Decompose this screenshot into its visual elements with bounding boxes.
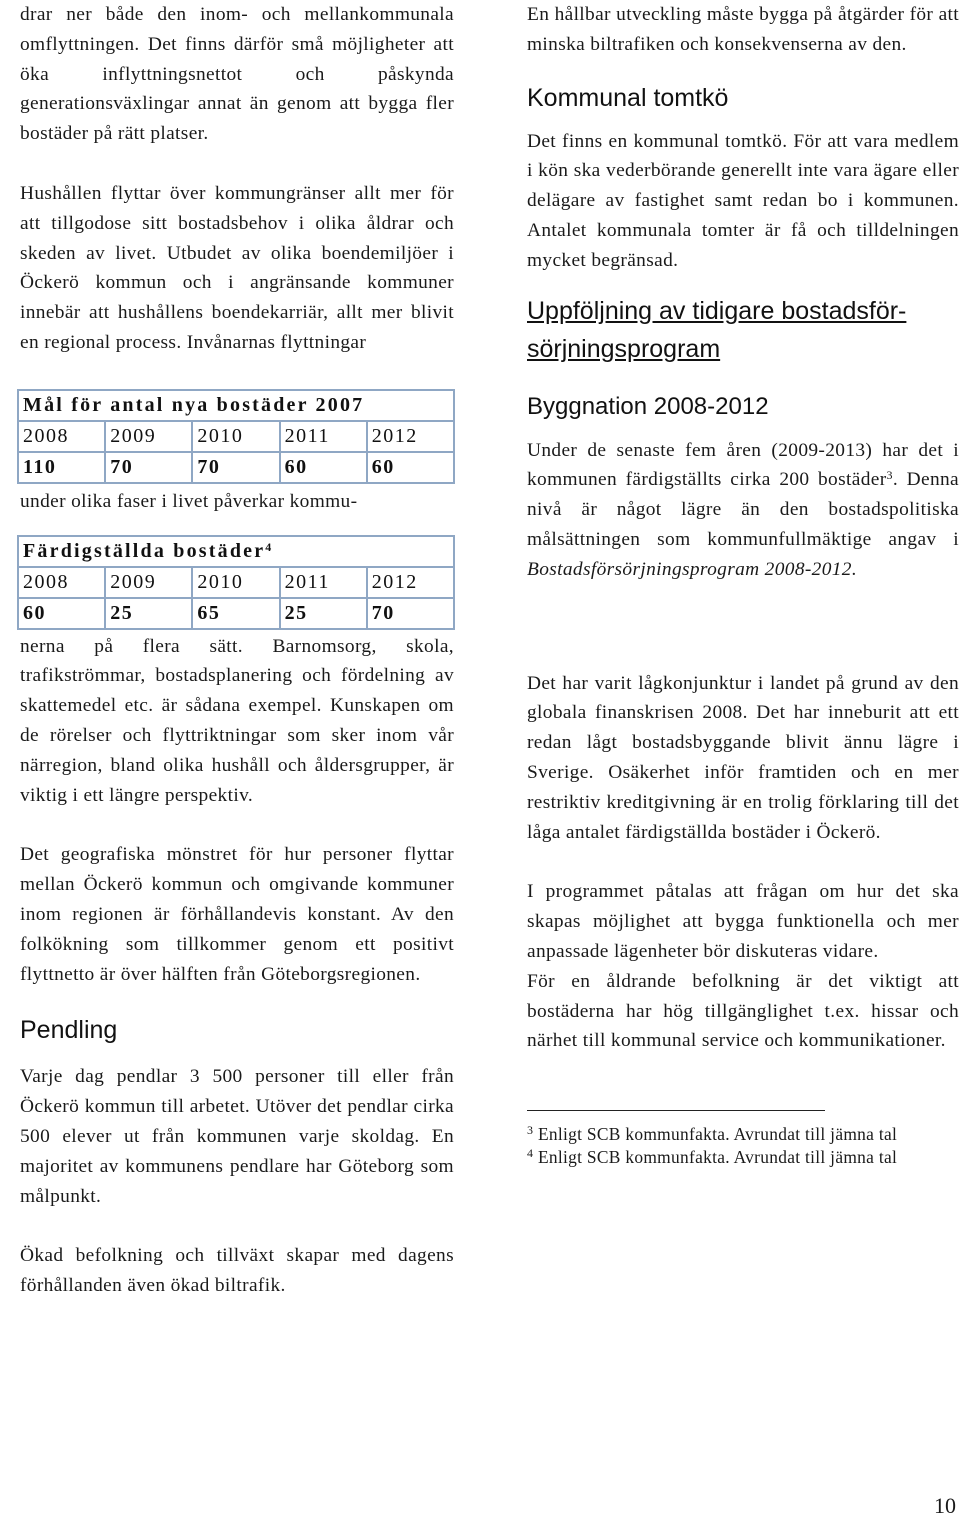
value-cell: 70 xyxy=(105,452,192,483)
value-cell: 25 xyxy=(105,598,192,629)
body-paragraph: Ökad befolkning och tillväxt skapar med dagens förhållanden även ökad biltrafik. xyxy=(20,1245,454,1297)
year-cell: 2012 xyxy=(367,421,454,452)
year-cell: 2009 xyxy=(105,421,192,452)
body-paragraph: under olika faser i livet påverkar kommu- xyxy=(20,490,358,512)
value-cell: 60 xyxy=(280,452,367,483)
footnote-ref: 4 xyxy=(265,539,274,554)
year-cell: 2011 xyxy=(280,567,367,598)
value-cell: 70 xyxy=(192,452,279,483)
value-cell: 60 xyxy=(18,598,105,629)
footnote-ref: 3 xyxy=(886,468,893,483)
section-heading: Kommunal tomtkö xyxy=(527,83,729,112)
section-heading-underlined: Uppföljning av tidigare bostadsför- sörjningsprogram xyxy=(527,296,907,363)
footnotes xyxy=(527,1123,959,1168)
year-cell: 2009 xyxy=(105,567,192,598)
footnote: $^4$ Enligt SCB kommunfakta. Avrundat till jämna tal xyxy=(527,1145,898,1167)
value-cell: 25 xyxy=(280,598,367,629)
year-cell: 2008 xyxy=(18,567,105,598)
body-paragraph: För en åldrande befolkning är det viktigt att bostäderna har hög tillgänglighet t.ex. hissar och närhet till kommunal service och kommunikationer. xyxy=(527,970,959,1052)
body-paragraph: Under de senaste fem åren (2009-2013) har det i kommunen färdigställts cirka 200 bostäder$^3$. Denna nivå är något lägre än den bostadspolitiska målsättningen som kommunfullmäktige angav i Bostadsförsörjningsprogram 2008-2012. xyxy=(527,439,959,580)
body-paragraph: En hållbar utveckling måste bygga på åtgärder för att minska biltrafiken och konsekvenserna av den. xyxy=(527,4,959,55)
goal-housing-table xyxy=(17,389,455,484)
body-paragraph: drar ner både den inom- och mellankommunala omflyttningen. Det finns därför små möjligheter att öka inflyttningsnettot och påskynda generationsväxlingar annat än genom att bygga fler bostäder på rätt platser. xyxy=(20,4,454,145)
value-cell: 65 xyxy=(192,598,279,629)
body-paragraph: Det geografiska mönstret för hur personer flyttar mellan Öckerö kommun och omgivande kommuner inom regionen är förhållandevis konstant. Av den folkökning som tillkommer genom ett positivt flyttnetto är över hälften från Göteborgsregionen. xyxy=(20,844,454,985)
body-paragraph: Hushållen flyttar över kommungränser allt mer för att tillgodose sitt bostadsbehov i olika åldrar och skeden av livet. Utbudet av olika boendemiljöer i Öckerö kommun och i angränsande kommuner innebär att hushållens boendekarriär, allt mer blivit en regional process. Invånarnas flyttningar xyxy=(20,182,454,353)
page-number: 10 xyxy=(934,1493,956,1518)
value-cell: 60 xyxy=(367,452,454,483)
section-heading: Pendling xyxy=(20,1016,118,1045)
body-paragraph: Det finns en kommunal tomtkö. För att vara medlem i kön ska vederbörande generellt inte vara ägare eller delägare av fastighet samt redan bo i kommunen. Antalet kommunala tomter är få och tilldelningen mycket begränsad. xyxy=(527,130,959,271)
year-cell: 2008 xyxy=(18,421,105,452)
completed-housing-table xyxy=(17,535,455,630)
subsection-heading: Byggnation 2008-2012 xyxy=(527,392,769,420)
body-paragraph: Varje dag pendlar 3 500 personer till eller från Öckerö kommun till arbetet. Utöver det pendlar cirka 500 elever ut från kommunen varje skoldag. En majoritet av kommunens pendlare har Göteborg som målpunkt. xyxy=(20,1066,454,1207)
left-column xyxy=(20,0,454,1301)
value-cell: 70 xyxy=(367,598,454,629)
footnote-divider xyxy=(527,1110,825,1111)
year-cell: 2010 xyxy=(192,421,279,452)
body-paragraph: Det har varit lågkonjunktur i landet på grund av den globala finanskrisen 2008. Det har inneburit att ett redan lågt bostadsbyggande blivit ännu lägre i Sverige. Osäkerhet inför framtiden och en mer restriktiv kreditgivning är en trolig förklaring till det låga antalet färdigställda bostäder i Öckerö. xyxy=(527,672,959,843)
year-cell: 2011 xyxy=(280,421,367,452)
table-caption: Färdigställda bostäder$^4$ xyxy=(18,536,454,567)
year-cell: 2012 xyxy=(367,567,454,598)
value-cell: 110 xyxy=(18,452,105,483)
body-paragraph: I programmet påtalas att frågan om hur det ska skapas möjlighet att bygga funktionella och mer anpassade lägenheter bör diskuteras vidare. xyxy=(527,881,959,962)
footnote: $^3$ Enligt SCB kommunfakta. Avrundat till jämna tal xyxy=(527,1123,898,1145)
right-column xyxy=(527,0,959,1168)
table-caption: Mål för antal nya bostäder 2007 xyxy=(18,390,454,421)
body-paragraph: nerna på flera sätt. Barnomsorg, skola, trafikströmmar, bostadsplanering och fördelning av skattemedel etc. är sådana exempel. Kunskapen om de rörelser och flyttriktningar som sker inom vår närregion, bland olika hushåll och åldersgrupper, är viktig i ett längre perspektiv. xyxy=(20,635,454,806)
year-cell: 2010 xyxy=(192,567,279,598)
